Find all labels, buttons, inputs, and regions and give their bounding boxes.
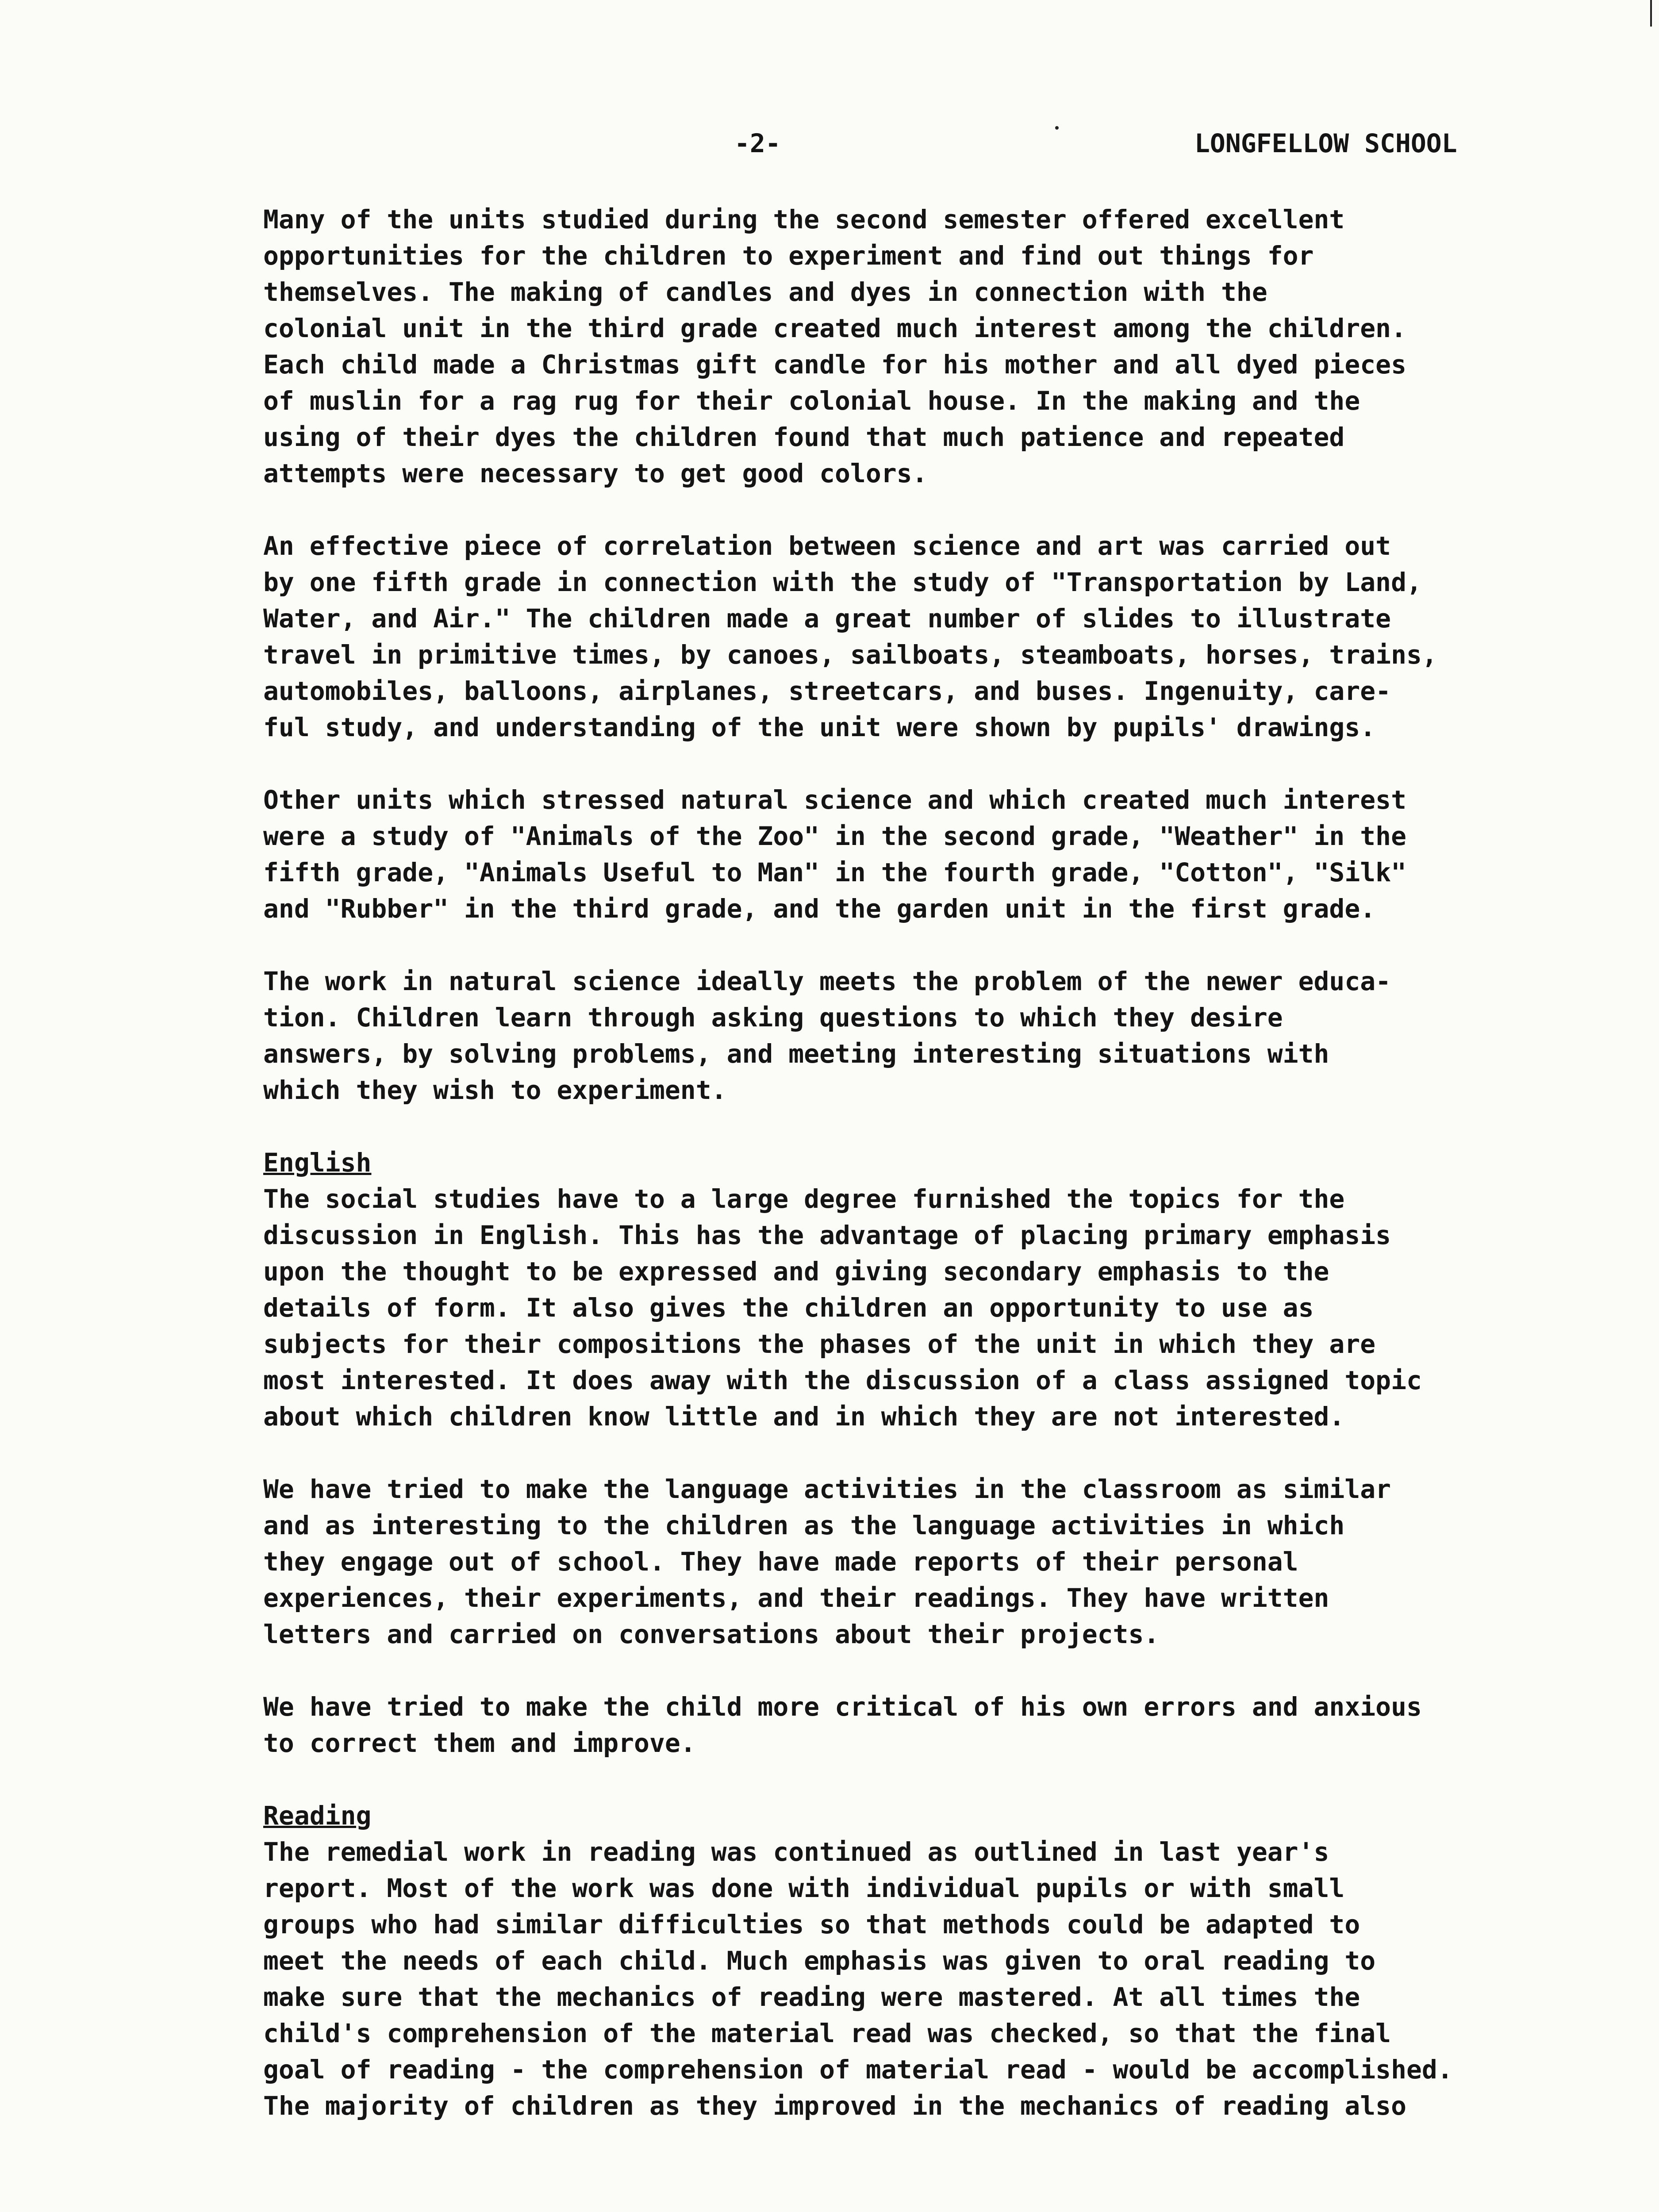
scan-mark	[1055, 126, 1059, 130]
page-number: -2-	[734, 128, 781, 158]
text-line: ful study, and understanding of the unit were shown by pupils' drawings.	[263, 712, 1376, 742]
paragraph	[263, 1471, 1635, 1652]
text-line: The majority of children as they improved in the mechanics of reading also	[263, 2091, 1407, 2121]
text-line: We have tried to make the language activities in the classroom as similar	[263, 1474, 1391, 1504]
paragraph	[263, 528, 1635, 745]
text-line: themselves. The making of candles and dyes in connection with the	[263, 277, 1267, 307]
text-line: subjects for their compositions the phases of the unit in which they are	[263, 1329, 1376, 1359]
text-line: We have tried to make the child more critical of his own errors and anxious	[263, 1692, 1422, 1722]
text-line: to correct them and improve.	[263, 1728, 696, 1758]
school-name: LONGFELLOW SCHOOL	[1194, 128, 1457, 158]
text-line: make sure that the mechanics of reading were mastered. At all times the	[263, 1982, 1360, 2012]
text-line: attempts were necessary to get good colors.	[263, 458, 928, 488]
text-line: by one fifth grade in connection with the study of "Transportation by Land,	[263, 567, 1422, 597]
text-line: tion. Children learn through asking questions to which they desire	[263, 1002, 1283, 1033]
document-body	[263, 201, 1635, 2160]
text-line: opportunities for the children to experiment and find out things for	[263, 241, 1314, 271]
text-line: The work in natural science ideally meets the problem of the newer educa-	[263, 966, 1391, 996]
text-line: Water, and Air." The children made a great number of slides to illustrate	[263, 603, 1391, 634]
text-line: were a study of "Animals of the Zoo" in the second grade, "Weather" in the	[263, 821, 1407, 851]
text-line: travel in primitive times, by canoes, sailboats, steamboats, horses, trains,	[263, 640, 1437, 670]
paragraph	[263, 782, 1635, 927]
text-line: details of form. It also gives the children an opportunity to use as	[263, 1293, 1314, 1323]
text-line: The social studies have to a large degree furnished the topics for the	[263, 1184, 1345, 1214]
paragraph	[263, 1144, 1635, 1435]
text-line: Many of the units studied during the second semester offered excellent	[263, 204, 1345, 234]
text-line: upon the thought to be expressed and giving secondary emphasis to the	[263, 1256, 1329, 1286]
text-line: about which children know little and in which they are not interested.	[263, 1402, 1345, 1432]
text-line: Each child made a Christmas gift candle for his mother and all dyed pieces	[263, 349, 1407, 380]
text-line: colonial unit in the third grade created much interest among the children.	[263, 313, 1407, 343]
text-line: of muslin for a rag rug for their colonial house. In the making and the	[263, 386, 1360, 416]
text-line: Other units which stressed natural science and which created much interest	[263, 785, 1407, 815]
text-line: they engage out of school. They have made reports of their personal	[263, 1547, 1298, 1577]
text-line: The remedial work in reading was continued as outlined in last year's	[263, 1837, 1329, 1867]
text-line: using of their dyes the children found that much patience and repeated	[263, 422, 1345, 452]
paragraph	[263, 201, 1635, 492]
text-line: An effective piece of correlation between science and art was carried out	[263, 531, 1391, 561]
paragraph	[263, 963, 1635, 1108]
text-line: report. Most of the work was done with individual pupils or with small	[263, 1873, 1345, 1903]
text-line: most interested. It does away with the discussion of a class assigned topic	[263, 1365, 1422, 1395]
paragraph	[263, 1797, 1635, 2124]
section-heading: English	[263, 1148, 372, 1178]
text-line: which they wish to experiment.	[263, 1075, 727, 1105]
scan-mark	[1650, 0, 1652, 27]
text-line: experiences, their experiments, and their readings. They have written	[263, 1583, 1329, 1613]
section-heading: Reading	[263, 1801, 372, 1831]
text-line: automobiles, balloons, airplanes, streetcars, and buses. Ingenuity, care-	[263, 676, 1391, 706]
text-line: meet the needs of each child. Much emphasis was given to oral reading to	[263, 1946, 1376, 1976]
text-line: child's comprehension of the material read was checked, so that the final	[263, 2018, 1391, 2048]
text-line: discussion in English. This has the advantage of placing primary emphasis	[263, 1220, 1391, 1250]
paragraph	[263, 1689, 1635, 1761]
text-line: groups who had similar difficulties so that methods could be adapted to	[263, 1909, 1360, 1939]
text-line: and "Rubber" in the third grade, and the garden unit in the first grade.	[263, 894, 1376, 924]
text-line: answers, by solving problems, and meeting interesting situations with	[263, 1039, 1329, 1069]
text-line: letters and carried on conversations about their projects.	[263, 1619, 1160, 1649]
text-line: fifth grade, "Animals Useful to Man" in the fourth grade, "Cotton", "Silk"	[263, 857, 1407, 887]
text-line: and as interesting to the children as the language activities in which	[263, 1510, 1345, 1540]
text-line: goal of reading - the comprehension of material read - would be accomplished.	[263, 2055, 1453, 2085]
